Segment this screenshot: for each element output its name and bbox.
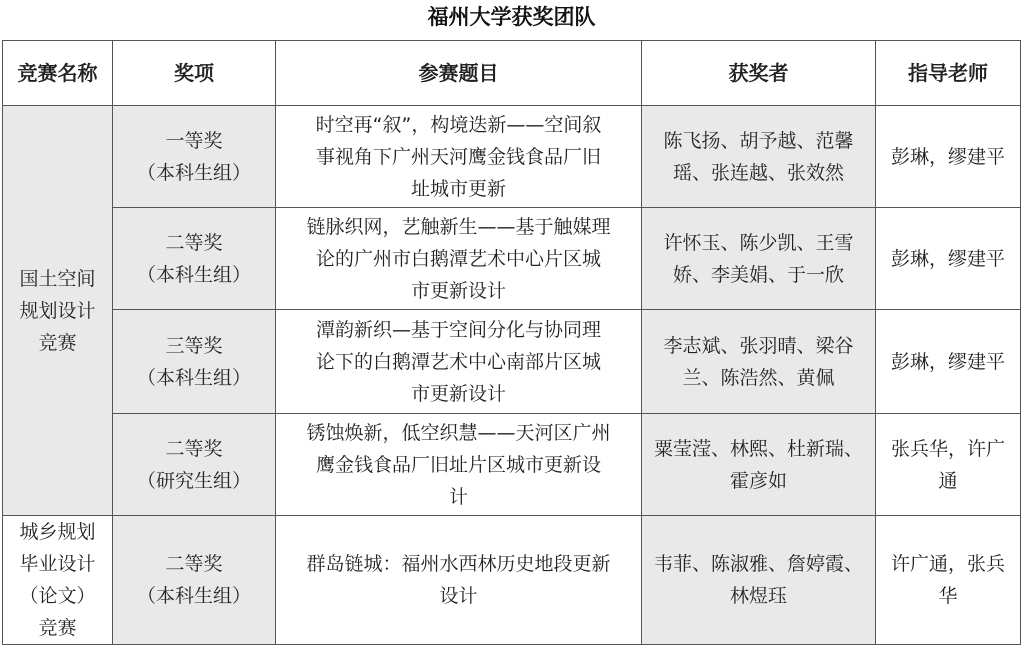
topic-line: 论下的白鹅潭艺术中心南部片区城 [315,350,601,373]
topic-line: 设计 [439,585,478,607]
topic-line: 链脉织网，艺触新生——基于触媒理 [306,215,611,238]
award-level: 二等奖 [165,553,223,575]
header-topic: 参赛题目 [276,41,642,106]
award-cell [113,208,276,310]
topic-line: 市更新设计 [410,382,506,405]
page-title: 福州大学获奖团队 [427,5,596,29]
advisor-line: 张兵华，许广 [890,437,1005,460]
topic-line: 事视角下广州天河鹰金钱食品厂旧 [315,145,601,168]
advisor-line: 彭琳，缪建平 [890,247,1005,270]
award-cell [113,106,276,208]
advisor-cell [876,208,1021,310]
competition-name-cell [3,516,113,645]
topic-line: 论的广州市白鹅潭艺术中心片区城 [315,247,601,270]
topic-cell [276,106,642,208]
advisor-line: 华 [938,585,958,607]
table-row [3,414,1021,516]
winners-line: 许怀玉、陈少凯、王雪 [663,231,854,254]
winners-line: 粟莹滢、林熙、杜新瑞、 [653,437,863,460]
topic-cell [276,516,642,645]
topic-line: 潭韵新织—基于空间分化与协同理 [315,318,601,341]
advisor-line: 彭琳，缪建平 [890,145,1005,168]
award-level: 三等奖 [165,334,223,357]
award-group: （本科生组） [136,585,251,607]
table-header-row [3,41,1021,106]
topic-line: 锈蚀焕新，低空织慧——天河区广州 [306,421,611,444]
winners-line: 林煜珏 [729,585,787,607]
award-level: 二等奖 [165,231,223,254]
winners-line: 瑶、张连越、张效然 [672,161,844,184]
header-competition: 竞赛名称 [3,41,113,106]
competition-name-line: 规划设计 [19,299,96,322]
advisor-cell [876,106,1021,208]
table-row [3,310,1021,414]
header-award: 奖项 [113,41,276,106]
advisor-line: 通 [938,469,958,492]
winners-cell [642,516,876,645]
winners-cell [642,310,876,414]
award-group: （本科生组） [136,263,251,286]
competition-name-cell [3,106,113,516]
topic-line: 市更新设计 [410,279,506,302]
advisor-cell [876,310,1021,414]
winners-cell [642,208,876,310]
award-group: （本科生组） [136,366,251,389]
winners-line: 李志斌、张羽晴、梁谷 [663,334,854,357]
competition-name-line: 竞赛 [38,331,77,354]
winners-line: 陈飞扬、胡予越、范馨 [663,129,854,152]
table-row [3,208,1021,310]
winners-cell [642,414,876,516]
header-winners: 获奖者 [642,41,876,106]
topic-line: 计 [448,485,468,508]
competition-name-line: 国土空间 [19,267,96,290]
advisor-line: 彭琳，缪建平 [890,350,1005,373]
winners-line: 娇、李美娟、于一欣 [672,263,844,286]
competition-name-line: 毕业设计 [19,553,96,575]
competition-name-line: （论文） [19,585,96,607]
award-group: （研究生组） [136,469,251,492]
award-cell [113,414,276,516]
topic-cell [276,310,642,414]
topic-line: 址城市更新 [410,177,506,200]
topic-line: 时空再“叙”，构境迭新——空间叙 [315,113,602,136]
advisor-cell [876,414,1021,516]
table-row [3,516,1021,645]
advisor-cell [876,516,1021,645]
winners-line: 霍彦如 [729,469,787,492]
award-cell [113,516,276,645]
topic-cell [276,414,642,516]
competition-name-line: 城乡规划 [19,521,96,543]
advisor-line: 许广通，张兵 [890,553,1005,575]
topic-cell [276,208,642,310]
competition-name-line: 竞赛 [38,617,77,639]
topic-line: 鹰金钱食品厂旧址片区城市更新设 [315,453,601,476]
winners-line: 兰、陈浩然、黄佩 [682,366,835,389]
header-advisor: 指导老师 [876,41,1021,106]
award-cell [113,310,276,414]
topic-line: 群岛链城：福州水西林历史地段更新 [306,553,611,575]
award-level: 二等奖 [165,437,223,460]
table-row [3,106,1021,208]
winners-cell [642,106,876,208]
award-level: 一等奖 [165,129,223,152]
award-group: （本科生组） [136,161,251,184]
awards-table [2,40,1021,645]
winners-line: 韦菲、陈淑雅、詹婷霞、 [653,553,863,575]
